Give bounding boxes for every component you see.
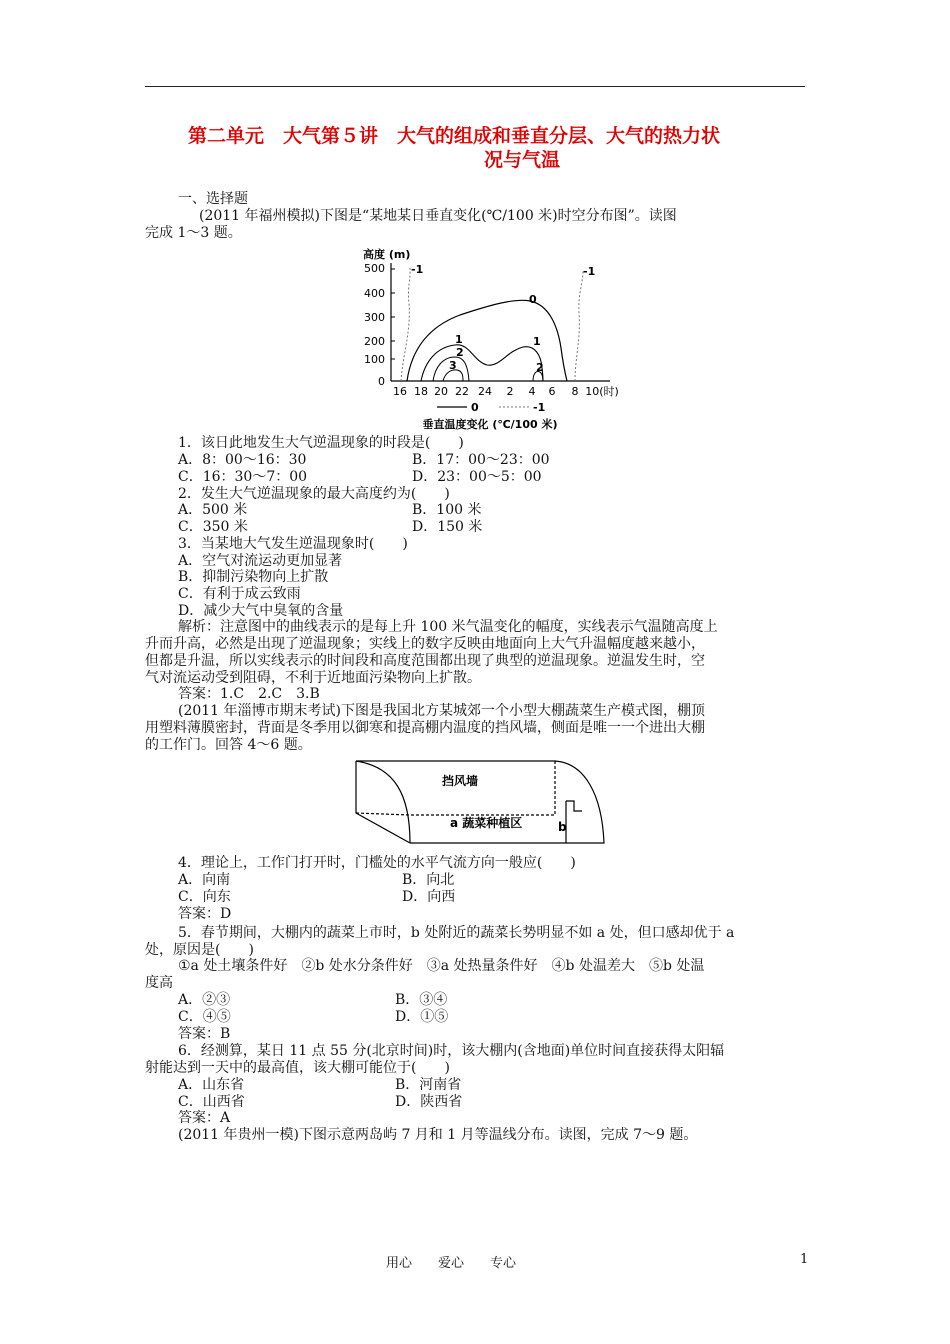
q2-option-c: C．350 米 <box>178 519 248 535</box>
x-tick: 24 <box>478 385 492 398</box>
intro2-line3: 的工作门。回答 4～6 题。 <box>145 737 312 753</box>
intro2-line2: 用塑料薄膜密封，背面是冬季用以御寒和提高棚内温度的挡风墙，侧面是唯一一个进出大棚 <box>145 720 705 736</box>
inversion-figure <box>355 243 625 433</box>
contour-minus1-left <box>401 268 410 381</box>
intro1-line2: 完成 1～3 题。 <box>145 225 242 241</box>
q5-option-c: C．④⑤ <box>178 1009 231 1025</box>
analysis-line-1: 解析：注意图中的曲线表示的是每上升 100 米气温变化的幅度，实线表示气温随高度上 <box>178 619 718 635</box>
q3-option-b: B．抑制污染物向上扩散 <box>178 569 329 585</box>
contour-label: -1 <box>583 265 596 278</box>
y-tick: 0 <box>378 375 385 388</box>
q1-option-a: A．8：00～16：30 <box>178 452 307 468</box>
header-rule <box>145 86 805 87</box>
q6-option-b: B．河南省 <box>395 1077 462 1093</box>
greenhouse-hidden-edges <box>410 761 555 815</box>
title-line-1: 第二单元 大气第５讲 大气的组成和垂直分层、大气的热力状 <box>188 125 721 147</box>
x-tick: 2 <box>506 385 514 398</box>
analysis-line-2: 升而升高，必然是出现了逆温现象；实线上的数字反映由地面向上大气升温幅度越来越小， <box>145 636 705 652</box>
q5-choices-line1: ①a 处土壤条件好 ②b 处水分条件好 ③a 处热量条件好 ④b 处温差大 ⑤b 处温 <box>178 958 705 974</box>
q3-option-d: D．减少大气中臭氧的含量 <box>178 603 344 619</box>
x-tick: 18 <box>414 385 428 398</box>
analysis-line-3: 但都是升温，所以实线表示的时间段和高度范围都出现了典型的逆温现象。逆温发生时，空 <box>145 653 705 669</box>
x-tick: 4 <box>528 385 536 398</box>
y-tick: 100 <box>364 353 385 366</box>
q6-option-a: A．山东省 <box>178 1077 245 1093</box>
q4-option-d: D．向西 <box>402 889 456 905</box>
greenhouse-front-arch <box>356 761 410 843</box>
q5-choices-line2: 度高 <box>145 975 173 991</box>
q6-stem-line2: 射能达到一天中的最高值，该大棚可能位于( ) <box>145 1060 450 1076</box>
q1-stem: 1．该日此地发生大气逆温现象的时段是( ) <box>178 435 464 451</box>
legend-solid-label: 0 <box>471 401 479 414</box>
work-door[interactable] <box>566 801 582 843</box>
q4-answer: 答案：D <box>178 906 232 922</box>
contour-label: -1 <box>411 263 424 276</box>
x-tick: 10(时) <box>585 385 619 398</box>
intro1-line1: (2011 年福州模拟)下图是“某地某日垂直变化(℃/100 米)时空分布图”。读图 <box>199 208 677 224</box>
y-axis-title: 高度 (m) <box>363 248 411 261</box>
q6-answer: 答案：A <box>178 1110 231 1126</box>
q5-option-a: A．②③ <box>178 992 231 1008</box>
x-tick: 22 <box>455 385 469 398</box>
q2-option-d: D．150 米 <box>412 519 483 535</box>
q3-stem: 3．当某地大气发生逆温现象时( ) <box>178 536 408 552</box>
intro3: (2011 年贵州一模)下图示意两岛屿 7 月和 1 月等温线分布。读图，完成 7～9 题。 <box>178 1127 698 1143</box>
contour-label: 2 <box>456 346 464 359</box>
q5-stem-line2: 处，原因是( ) <box>145 942 254 958</box>
planting-area-label: a 蔬菜种植区 <box>450 816 523 830</box>
q4-option-c: C．向东 <box>178 889 231 905</box>
contour-label: 1 <box>533 335 541 348</box>
contour-label: 3 <box>449 359 457 372</box>
wind-wall-label: 挡风墙 <box>441 774 479 788</box>
x-tick: 8 <box>571 385 579 398</box>
q4-option-b: B．向北 <box>402 872 455 888</box>
y-tick: 500 <box>364 262 385 275</box>
analysis-line-4: 气对流运动受到阻碍，不利于近地面污染物向上扩散。 <box>145 670 481 686</box>
footer-motto: 用心 爱心 专心 <box>386 1256 517 1271</box>
b-label: b <box>558 820 567 834</box>
answer-1-3: 答案：1.C 2.C 3.B <box>178 686 320 702</box>
q4-stem: 4．理论上，工作门打开时，门槛处的水平气流方向一般应( ) <box>178 855 576 871</box>
contour-label: 2 <box>536 361 544 374</box>
q2-option-b: B．100 米 <box>412 502 482 518</box>
q5-stem-line1: 5．春节期间，大棚内的蔬菜上市时，b 处附近的蔬菜长势明显不如 a 处，但口感却优于 a <box>178 925 735 941</box>
q5-answer: 答案：B <box>178 1026 231 1042</box>
y-tick: 200 <box>364 335 385 348</box>
greenhouse-figure <box>350 755 612 851</box>
x-tick: 16 <box>393 385 407 398</box>
q6-option-c: C．山西省 <box>178 1094 245 1110</box>
page-title <box>188 124 828 172</box>
figure1-caption: 垂直温度变化 (℃/100 米) <box>422 418 558 431</box>
contour-label: 0 <box>529 293 537 306</box>
contour-minus1-right <box>575 271 583 381</box>
q6-option-d: D．陕西省 <box>395 1094 463 1110</box>
q4-option-a: A．向南 <box>178 872 231 888</box>
q1-option-b: B．17：00～23：00 <box>412 452 550 468</box>
q3-option-c: C．有利于成云致雨 <box>178 586 301 602</box>
contour-1 <box>421 345 543 381</box>
y-tick: 300 <box>364 311 385 324</box>
x-tick: 20 <box>434 385 448 398</box>
q3-option-a: A．空气对流运动更加显著 <box>178 553 343 569</box>
q2-stem: 2．发生大气逆温现象的最大高度约为( ) <box>178 486 450 502</box>
legend-dotted-label: -1 <box>533 401 546 414</box>
q2-option-a: A．500 米 <box>178 502 248 518</box>
greenhouse-left-wall <box>356 761 410 843</box>
x-tick: 6 <box>548 385 556 398</box>
y-tick: 400 <box>364 287 385 300</box>
q6-stem-line1: 6．经测算，某日 11 点 55 分(北京时间)时，该大棚内(含地面)单位时间直接获得太阳辐 <box>178 1043 725 1059</box>
title-line-2: 况与气温 <box>484 149 561 171</box>
contour-label: 1 <box>455 333 463 346</box>
intro2-line1: (2011 年淄博市期末考试)下图是我国北方某城郊一个小型大棚蔬菜生产模式图，棚顶 <box>178 703 706 719</box>
page-number: 1 <box>800 1252 809 1267</box>
q1-option-d: D．23：00～5：00 <box>412 469 542 485</box>
q5-option-d: D．①⑤ <box>395 1009 449 1025</box>
q1-option-c: C．16：30～7：00 <box>178 469 308 485</box>
greenhouse-roof-outline <box>356 761 604 843</box>
q5-option-b: B．③④ <box>395 992 448 1008</box>
section-heading: 一、选择题 <box>178 191 248 207</box>
